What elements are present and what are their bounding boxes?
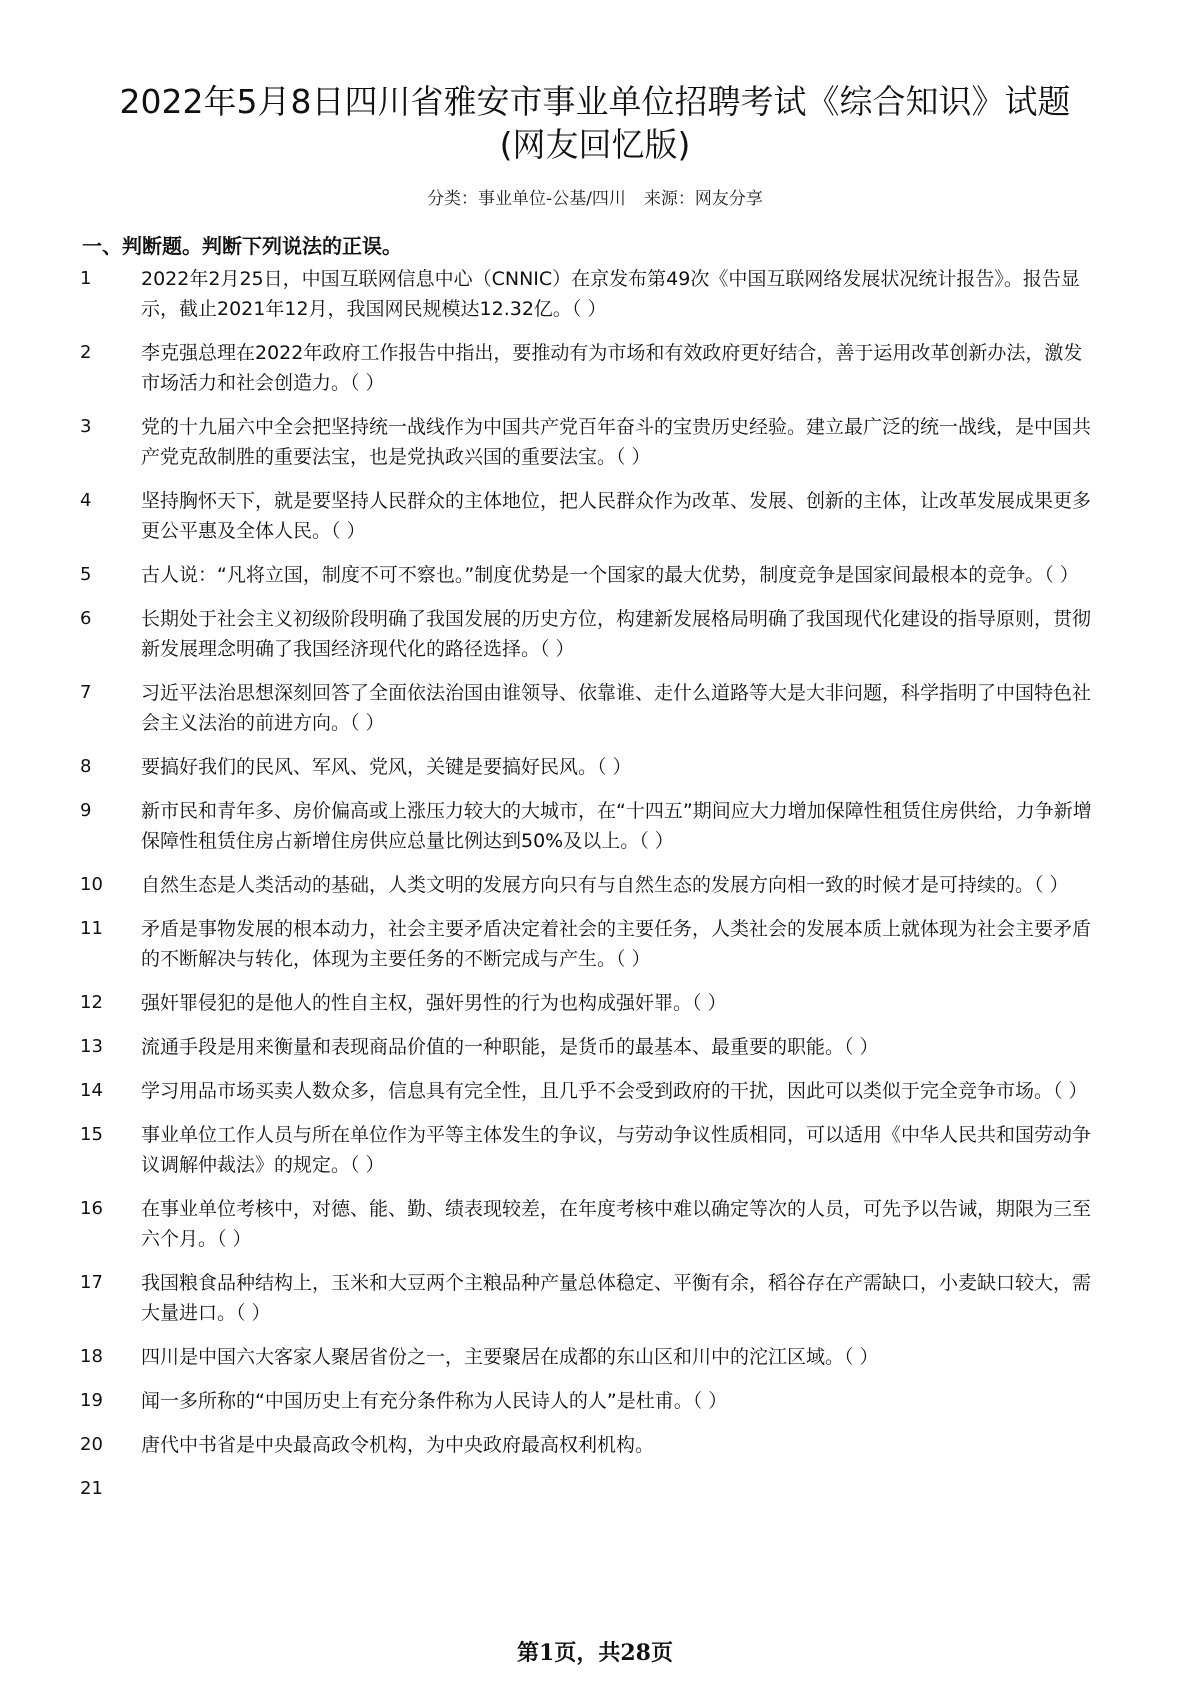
question-item xyxy=(0,1342,1190,1372)
question-text: 四川是中国六大客家人聚居省份之一，主要聚居在成都的东山区和川中的沱江区域。（ ） xyxy=(141,1346,879,1368)
question-item xyxy=(0,870,1190,900)
question-text: 闻一多所称的“中国历史上有充分条件称为人民诗人的人”是杜甫。（ ） xyxy=(141,1390,728,1412)
question-text: 学习用品市场买卖人数众多，信息具有完全性，且几乎不会受到政府的干扰，因此可以类似于完全竞争市场。（ ） xyxy=(141,1080,1088,1102)
question-number: 16 xyxy=(80,1198,103,1219)
question-item xyxy=(0,338,1190,398)
question-number: 18 xyxy=(80,1346,103,1367)
question-number: 14 xyxy=(80,1080,103,1101)
question-number: 13 xyxy=(80,1036,103,1057)
question-number: 10 xyxy=(80,874,103,895)
question-number: 17 xyxy=(80,1272,103,1293)
question-number: 20 xyxy=(80,1434,103,1455)
question-text xyxy=(141,1474,1096,1504)
question-item xyxy=(0,752,1190,782)
question-text: 2022年2月25日，中国互联网信息中心（CNNIC）在京发布第49次《中国互联网络发展状况统计报告》。报告显示，截止2021年12月，我国网民规模达12.32亿。（ ） xyxy=(141,268,1080,320)
question-item xyxy=(0,1430,1190,1460)
question-item xyxy=(0,914,1190,974)
question-number: 6 xyxy=(80,608,92,629)
question-text: 在事业单位考核中，对德、能、勤、绩表现较差，在年度考核中难以确定等次的人员，可先予以告诫，期限为三至六个月。（ ） xyxy=(141,1198,1092,1250)
document-meta xyxy=(0,184,1190,209)
question-text: 流通手段是用来衡量和表现商品价值的一种职能，是货币的最基本、最重要的职能。（ ） xyxy=(141,1036,879,1058)
question-text: 古人说：“凡将立国，制度不可不察也。”制度优势是一个国家的最大优势，制度竞争是国家间最根本的竞争。（ ） xyxy=(141,564,1079,586)
question-item xyxy=(0,486,1190,546)
title-line-2: (网友回忆版) xyxy=(499,125,691,164)
title-line-1: 2022年5月8日四川省雅安市事业单位招聘考试《综合知识》试题 xyxy=(119,82,1071,121)
question-text: 强奸罪侵犯的是他人的性自主权，强奸男性的行为也构成强奸罪。（ ） xyxy=(141,992,727,1014)
question-item xyxy=(0,412,1190,472)
question-item xyxy=(0,1386,1190,1416)
question-item xyxy=(0,1032,1190,1062)
question-number: 19 xyxy=(80,1390,103,1411)
source-label: 来源：网友分享 xyxy=(643,189,763,209)
question-text: 长期处于社会主义初级阶段明确了我国发展的历史方位，构建新发展格局明确了我国现代化建设的指导原则，贯彻新发展理念明确了我国经济现代化的路径选择。（ ） xyxy=(141,608,1092,660)
question-number: 9 xyxy=(80,800,92,821)
question-number: 7 xyxy=(80,682,92,703)
question-text: 我国粮食品种结构上，玉米和大豆两个主粮品种产量总体稳定、平衡有余，稻谷存在产需缺口，小麦缺口较大，需大量进口。（ ） xyxy=(141,1272,1092,1324)
question-item xyxy=(0,604,1190,664)
category-label: 分类：事业单位-公基/四川 xyxy=(427,189,626,209)
question-item xyxy=(0,988,1190,1018)
question-number: 11 xyxy=(80,918,103,939)
question-text: 矛盾是事物发展的根本动力，社会主要矛盾决定着社会的主要任务，人类社会的发展本质上就体现为社会主要矛盾的不断解决与转化，体现为主要任务的不断完成与产生。（ ） xyxy=(141,918,1092,970)
question-item xyxy=(0,1194,1190,1254)
question-list xyxy=(0,264,1190,1518)
question-number: 5 xyxy=(80,564,92,585)
question-text: 李克强总理在2022年政府工作报告中指出，要推动有为市场和有效政府更好结合，善于运用改革创新办法，激发市场活力和社会创造力。（ ） xyxy=(141,342,1083,394)
question-number: 3 xyxy=(80,416,92,437)
question-text: 自然生态是人类活动的基础，人类文明的发展方向只有与自然生态的发展方向相一致的时候才是可持续的。（ ） xyxy=(141,874,1069,896)
question-number: 2 xyxy=(80,342,92,363)
question-number: 21 xyxy=(80,1478,103,1499)
question-number: 8 xyxy=(80,756,92,777)
question-item xyxy=(0,678,1190,738)
question-number: 1 xyxy=(80,268,92,289)
document-title xyxy=(40,80,1150,166)
question-item xyxy=(0,1268,1190,1328)
question-number: 4 xyxy=(80,490,92,511)
question-number: 12 xyxy=(80,992,103,1013)
question-item xyxy=(0,1076,1190,1106)
question-item xyxy=(0,560,1190,590)
question-text: 新市民和青年多、房价偏高或上涨压力较大的大城市，在“十四五”期间应大力增加保障性租赁住房供给，力争新增保障性租赁住房占新增住房供应总量比例达到50%及以上。（ ） xyxy=(141,800,1092,852)
question-text: 唐代中书省是中央最高政令机构，为中央政府最高权利机构。 xyxy=(141,1434,655,1456)
question-text: 要搞好我们的民风、军风、党风，关键是要搞好民风。（ ） xyxy=(141,756,632,778)
question-text: 事业单位工作人员与所在单位作为平等主体发生的争议，与劳动争议性质相同，可以适用《中华人民共和国劳动争议调解仲裁法》的规定。（ ） xyxy=(141,1124,1092,1176)
section-heading: 一、判断题。判断下列说法的正误。 xyxy=(82,234,402,258)
question-item xyxy=(0,796,1190,856)
question-item xyxy=(0,1120,1190,1180)
question-text: 习近平法治思想深刻回答了全面依法治国由谁领导、依靠谁、走什么道路等大是大非问题，科学指明了中国特色社会主义法治的前进方向。（ ） xyxy=(141,682,1092,734)
question-item xyxy=(0,1474,1190,1504)
page-footer: 第1页，共28页 xyxy=(517,1640,673,1666)
question-item xyxy=(0,264,1190,324)
question-number: 15 xyxy=(80,1124,103,1145)
question-text: 坚持胸怀天下，就是要坚持人民群众的主体地位，把人民群众作为改革、发展、创新的主体，让改革发展成果更多更公平惠及全体人民。（ ） xyxy=(141,490,1092,542)
question-text: 党的十九届六中全会把坚持统一战线作为中国共产党百年奋斗的宝贵历史经验。建立最广泛的统一战线，是中国共产党克敌制胜的重要法宝，也是党执政兴国的重要法宝。（ ） xyxy=(141,416,1092,468)
